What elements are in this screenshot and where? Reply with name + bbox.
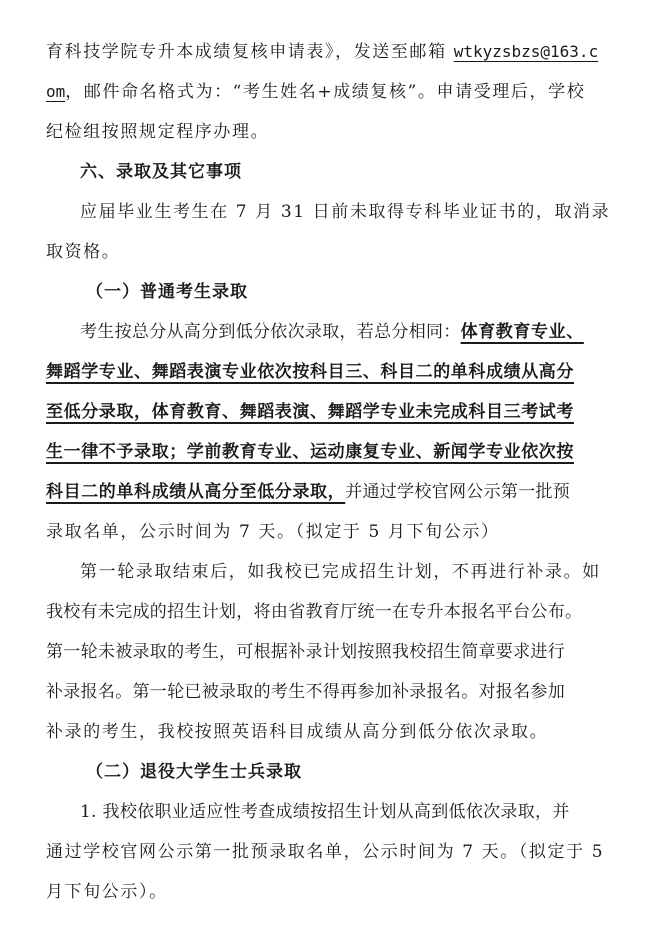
text: ，邮件命名格式为：“考生姓名+成绩复核”。申请受理后，学校 (65, 82, 586, 102)
section-heading-admission: 六、录取及其它事项 (80, 162, 242, 182)
veteran-paragraph-line-1: 1. 我校依职业适应性考查成绩按招生计划从高到低依次录取，并 (80, 802, 570, 822)
supplement-paragraph-line-2: 我校有未完成的招生计划，将由省教育厅统一在专升本报名平台公布。 (46, 602, 583, 622)
regular-paragraph-line-5 (46, 478, 582, 518)
regular-paragraph-line-6: 录取名单，公示时间为 7 天。（拟定于 5 月下旬公示） (46, 522, 500, 542)
emphasized-text: 舞蹈学专业、舞蹈表演专业依次按科目三、科目二的单科成绩从高分 (46, 362, 574, 382)
document-page (46, 38, 611, 918)
graduate-paragraph-line-2: 取资格。 (46, 242, 121, 262)
emphasized-text: 生一律不予录取；学前教育专业、运动康复专业、新闻学专业依次按 (46, 442, 574, 462)
graduate-paragraph-line-1: 应届毕业生考生在 7 月 31 日前未取得专科毕业证书的，取消录 (80, 202, 611, 222)
supplement-paragraph-line-4: 补录报名。第一轮已被录取的考生不得再参加补录报名。对报名参加 (46, 682, 565, 702)
review-paragraph-line-2 (46, 78, 586, 118)
veteran-paragraph-line-2: 通过学校官网公示第一批预录取名单，公示时间为 7 天。（拟定于 5 (46, 842, 605, 862)
text: 考生按总分从高分到低分依次录取，若总分相同： (80, 322, 461, 342)
regular-paragraph-line-2 (46, 358, 582, 398)
emphasized-text: 体育教育专业、 (460, 322, 584, 342)
email-link[interactable]: wtkyzsbzs@163.c (453, 42, 599, 61)
supplement-paragraph-line-1: 第一轮录取结束后，如我校已完成招生计划，不再进行补录。如 (80, 562, 601, 582)
review-paragraph-line-3: 纪检组按照规定程序办理。 (46, 122, 270, 142)
email-link-continued[interactable]: om (46, 82, 66, 101)
supplement-paragraph-line-5: 补录的考生，我校按照英语科目成绩从高分到低分依次录取。 (46, 722, 549, 742)
subsection-heading-veteran: （二）退役大学生士兵录取 (86, 762, 302, 782)
regular-paragraph-line-4 (46, 438, 582, 478)
veteran-paragraph-line-3: 月下旬公示）。 (46, 882, 168, 902)
text: 育科技学院专升本成绩复核申请表》，发送至邮箱 (46, 42, 454, 62)
emphasized-text: 科目二的单科成绩从高分至低分录取， (46, 482, 346, 502)
regular-paragraph-line-3 (46, 398, 582, 438)
subsection-heading-regular: （一）普通考生录取 (86, 282, 248, 302)
review-paragraph-line-1 (46, 38, 599, 78)
emphasized-text: 至低分录取，体育教育、舞蹈表演、舞蹈学专业未完成科目三考试考 (46, 402, 574, 422)
text: 并通过学校官网公示第一批预 (345, 482, 571, 502)
regular-paragraph-line-1 (46, 318, 582, 358)
supplement-paragraph-line-3: 第一轮未被录取的考生，可根据补录计划按照我校招生简章要求进行 (46, 642, 565, 662)
